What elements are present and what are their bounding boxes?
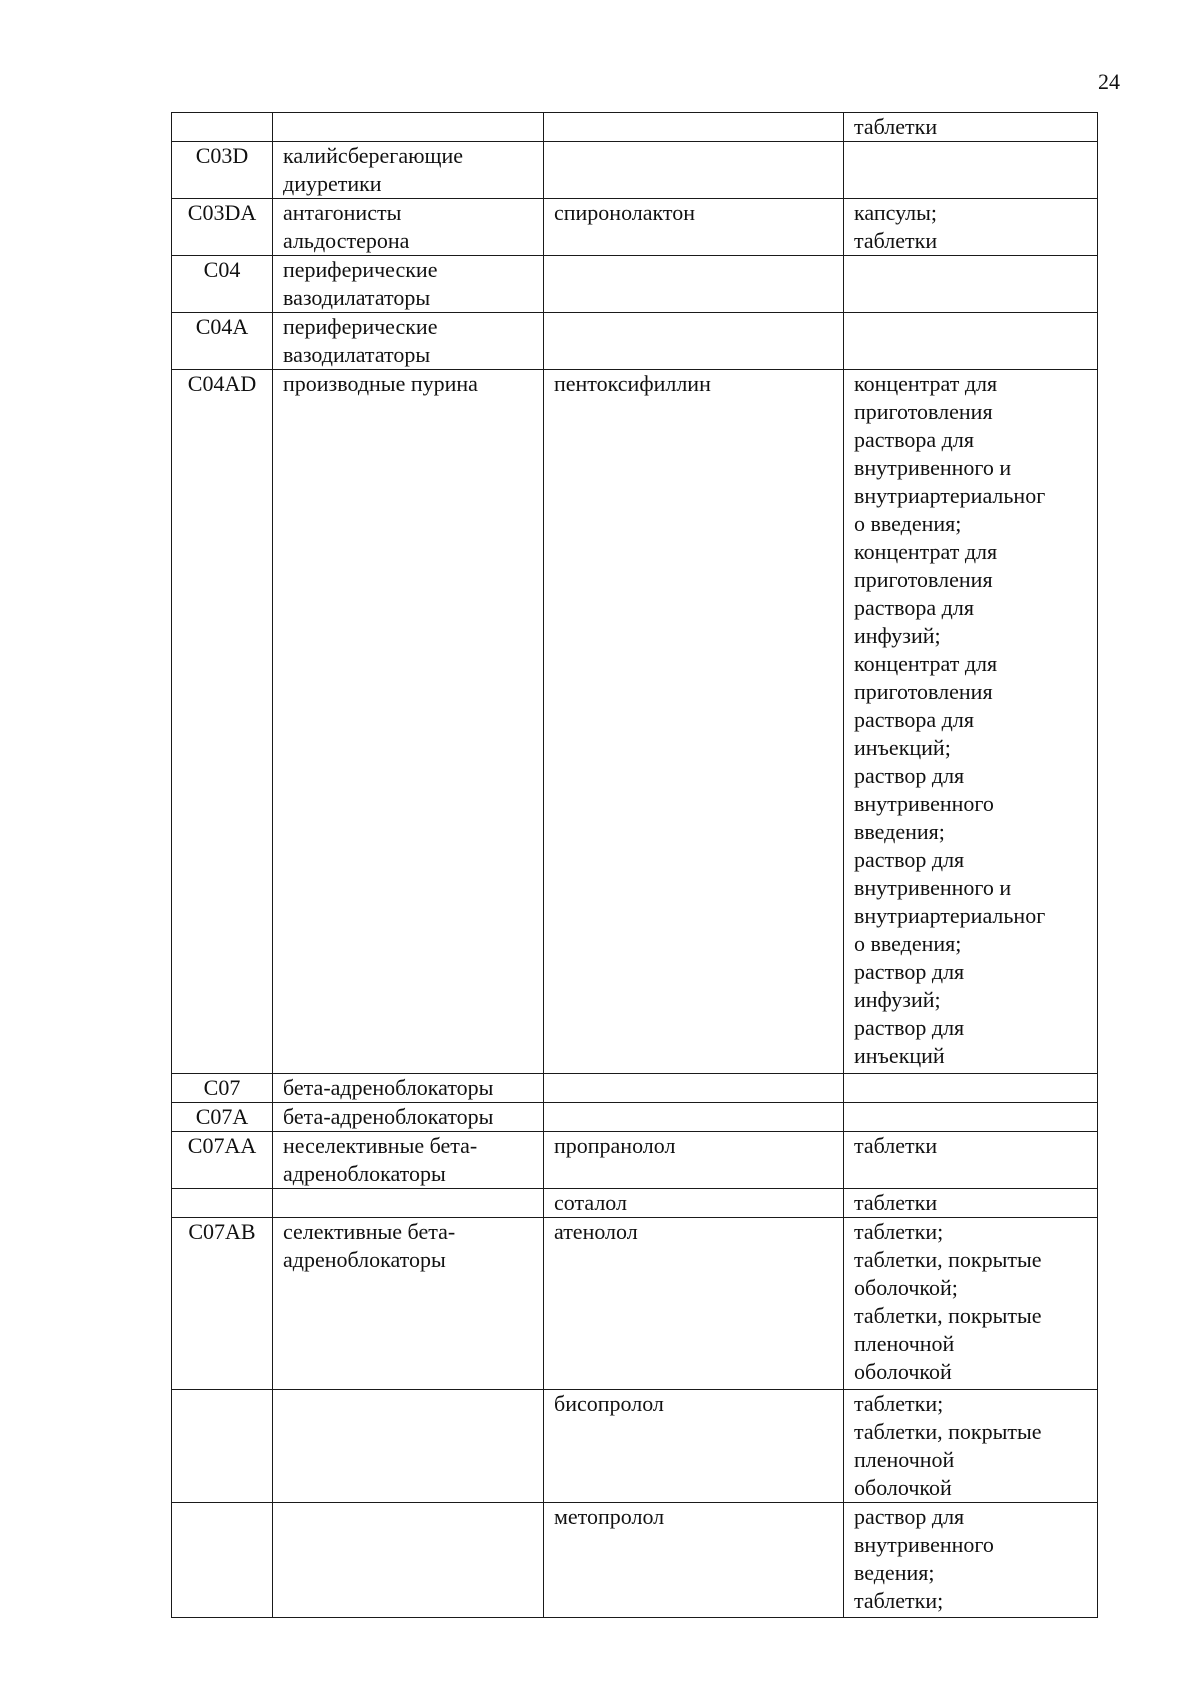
dosage-forms-cell xyxy=(844,256,1098,313)
atc-code-cell xyxy=(172,256,273,313)
dosage-forms-cell xyxy=(844,313,1098,370)
atc-code-text: C04A xyxy=(195,314,249,339)
atc-code-cell xyxy=(172,370,273,1074)
dosage-forms-cell xyxy=(844,1132,1098,1189)
atc-code-cell xyxy=(172,1390,273,1503)
dosage-forms-cell xyxy=(844,1189,1098,1218)
atc-code-cell xyxy=(172,313,273,370)
table-row xyxy=(172,1132,1098,1189)
group-name-text: неселективные бета- адреноблокаторы xyxy=(283,1133,478,1186)
drug-name-cell xyxy=(544,256,844,313)
page-number: 24 xyxy=(1098,69,1120,94)
drug-name-text: метопролол xyxy=(554,1504,665,1529)
drug-name-cell xyxy=(544,199,844,256)
dosage-forms-cell xyxy=(844,1503,1098,1618)
drug-name-cell xyxy=(544,1074,844,1103)
table-row xyxy=(172,1503,1098,1618)
group-name-cell xyxy=(273,1218,544,1390)
drug-name-text: спиронолактон xyxy=(554,200,696,225)
group-name-cell xyxy=(273,1132,544,1189)
atc-code-cell xyxy=(172,1189,273,1218)
dosage-forms-cell xyxy=(844,142,1098,199)
group-name-cell xyxy=(273,256,544,313)
table-row xyxy=(172,113,1098,142)
drug-name-cell xyxy=(544,1189,844,1218)
group-name-text: бета-адреноблокаторы xyxy=(283,1075,494,1100)
table-row xyxy=(172,1218,1098,1390)
table-row xyxy=(172,1189,1098,1218)
atc-code-cell xyxy=(172,1103,273,1132)
group-name-text: селективные бета- адреноблокаторы xyxy=(283,1219,456,1272)
table-row xyxy=(172,256,1098,313)
table-row xyxy=(172,1390,1098,1503)
table-row xyxy=(172,313,1098,370)
table-row xyxy=(172,142,1098,199)
table-row xyxy=(172,199,1098,256)
dosage-forms-cell xyxy=(844,199,1098,256)
group-name-cell xyxy=(273,142,544,199)
drug-name-cell xyxy=(544,1218,844,1390)
dosage-forms-text: таблетки; таблетки, покрытые оболочкой; таблетки, покрытые пленочной оболочкой xyxy=(854,1219,1042,1384)
group-name-text: периферические вазодилататоры xyxy=(283,314,438,367)
atc-code-cell xyxy=(172,1132,273,1189)
atc-code-cell xyxy=(172,1503,273,1618)
dosage-forms-text: капсулы; таблетки xyxy=(854,200,938,253)
medication-table xyxy=(171,112,1098,1618)
drug-name-cell xyxy=(544,1390,844,1503)
dosage-forms-cell xyxy=(844,1218,1098,1390)
group-name-cell xyxy=(273,1390,544,1503)
drug-name-text: атенолол xyxy=(554,1219,638,1244)
group-name-cell xyxy=(273,1074,544,1103)
atc-code-text: C03DA xyxy=(187,200,257,225)
dosage-forms-text: таблетки xyxy=(854,1133,938,1158)
atc-code-text: C07A xyxy=(195,1104,249,1129)
atc-code-text: C04AD xyxy=(187,371,257,396)
drug-name-cell xyxy=(544,1103,844,1132)
atc-code-cell xyxy=(172,1074,273,1103)
drug-name-cell xyxy=(544,1503,844,1618)
atc-code-text: C07AB xyxy=(188,1219,256,1244)
group-name-cell xyxy=(273,113,544,142)
dosage-forms-cell xyxy=(844,370,1098,1074)
dosage-forms-text: таблетки xyxy=(854,1190,938,1215)
atc-code-text: C07AA xyxy=(187,1133,257,1158)
dosage-forms-cell xyxy=(844,1103,1098,1132)
table-row xyxy=(172,1103,1098,1132)
atc-code-cell xyxy=(172,1218,273,1390)
drug-name-cell xyxy=(544,113,844,142)
dosage-forms-cell xyxy=(844,1390,1098,1503)
drug-name-cell xyxy=(544,370,844,1074)
atc-code-text: C07 xyxy=(203,1075,241,1100)
dosage-forms-text: концентрат для приготовления раствора для внутривенного и внутриартериальног о введения; концентрат для приготовления раствора для инфузий; концентрат для приготовления раствора для инъекций; раствор для внутривенного введения; раствор для внутривенного и внутриартериальног о введения; раствор для инфузий; раствор для инъекций xyxy=(854,371,1046,1068)
table-row xyxy=(172,370,1098,1074)
group-name-text: периферические вазодилататоры xyxy=(283,257,438,310)
drug-name-text: пентоксифиллин xyxy=(554,371,711,396)
dosage-forms-cell xyxy=(844,1074,1098,1103)
group-name-text: производные пурина xyxy=(283,371,478,396)
group-name-cell xyxy=(273,1503,544,1618)
drug-name-cell xyxy=(544,313,844,370)
group-name-cell xyxy=(273,1189,544,1218)
drug-name-text: пропранолол xyxy=(554,1133,676,1158)
group-name-cell xyxy=(273,370,544,1074)
atc-code-cell xyxy=(172,113,273,142)
dosage-forms-text: раствор для внутривенного ведения; таблетки; xyxy=(854,1504,994,1613)
atc-code-text: C03D xyxy=(195,143,249,168)
atc-code-cell xyxy=(172,142,273,199)
group-name-text: калийсберегающие диуретики xyxy=(283,143,464,196)
group-name-text: антагонисты альдостерона xyxy=(283,200,410,253)
group-name-text: бета-адреноблокаторы xyxy=(283,1104,494,1129)
table-row xyxy=(172,1074,1098,1103)
dosage-forms-cell xyxy=(844,113,1098,142)
atc-code-text: C04 xyxy=(203,257,241,282)
dosage-forms-text: таблетки xyxy=(854,114,938,139)
group-name-cell xyxy=(273,199,544,256)
group-name-cell xyxy=(273,313,544,370)
drug-name-cell xyxy=(544,1132,844,1189)
table-body xyxy=(172,113,1098,1618)
drug-name-text: соталол xyxy=(554,1190,627,1215)
atc-code-cell xyxy=(172,199,273,256)
drug-name-text: бисопролол xyxy=(554,1391,664,1416)
group-name-cell xyxy=(273,1103,544,1132)
dosage-forms-text: таблетки; таблетки, покрытые пленочной оболочкой xyxy=(854,1391,1042,1500)
drug-name-cell xyxy=(544,142,844,199)
